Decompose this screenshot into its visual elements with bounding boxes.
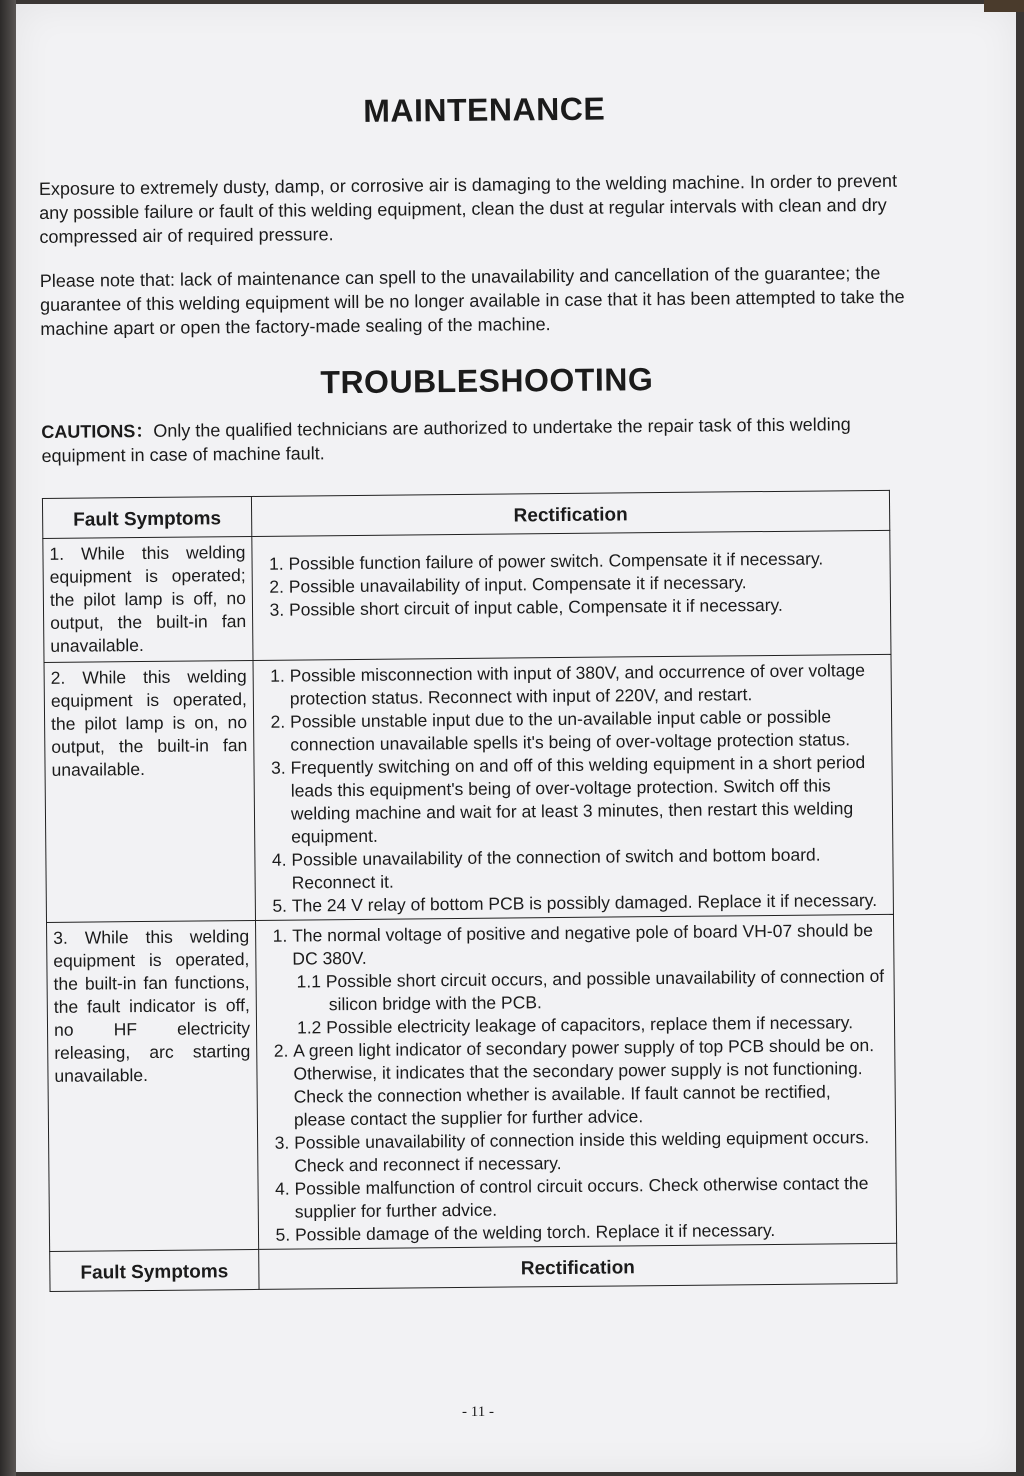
rectification-step: 5. The 24 V relay of bottom PCB is possibly damaged. Replace it if necessary.	[292, 889, 885, 918]
rectification-steps	[262, 919, 888, 1247]
maintenance-paragraph-2: Please note that: lack of maintenance can spell to the unavailability and cancellation of the guarantee; the guarantee of this welding equipment will be no longer available in case that it has been attempted to take the machine apart or open the factory-made sealing of the machine.	[39, 262, 905, 339]
header-fault-symptoms: Fault Symptoms	[42, 496, 251, 538]
rectification-step	[292, 919, 886, 1040]
table-row	[43, 530, 891, 662]
rectification-steps	[258, 547, 882, 622]
caution-note	[41, 411, 933, 468]
binding-shadow	[0, 0, 16, 1476]
rectification-sub-steps	[292, 965, 886, 1040]
footer-rectification: Rectification	[259, 1243, 897, 1289]
troubleshooting-title: TROUBLESHOOTING	[320, 361, 654, 401]
rectification-step: 3. Possible short circuit of input cable, Compensate it if necessary.	[289, 593, 882, 622]
fault-symptom: 2. While this welding equipment is operated, the pilot lamp is on, no output, the built-in fan unavailable.	[44, 660, 255, 922]
table-footer-row	[50, 1243, 897, 1291]
page-content	[38, 79, 942, 1292]
table-row	[47, 914, 897, 1251]
header-rectification: Rectification	[251, 490, 889, 536]
rectification-step: 1. Possible misconnection with input of 380V, and occurrence of over voltage protection status. Reconnect with input of 220V, and restart.	[290, 659, 883, 711]
footer-fault-symptoms: Fault Symptoms	[50, 1249, 259, 1291]
troubleshooting-table	[42, 490, 898, 1292]
maintenance-title: MAINTENANCE	[363, 90, 606, 129]
rectification-step: 4. Possible malfunction of control circuit occurs. Check otherwise contact the supplier for further advice.	[294, 1172, 887, 1224]
table-row	[44, 654, 893, 922]
rectification-step: 2. Possible unavailability of input. Compensate it if necessary.	[289, 570, 882, 599]
fault-symptom: 1. While this welding equipment is operated; the pilot lamp is off, no output, the built-in fan unavailable.	[43, 536, 253, 662]
rectification-step: 5. Possible damage of the welding torch. Replace it if necessary.	[295, 1218, 888, 1247]
caution-text: Only the qualified technicians are authorized to undertake the repair task of this welding equipment in case of machine fault.	[41, 414, 851, 466]
caution-label: CAUTIONS：	[41, 420, 154, 442]
rectification-step: 2. Possible unstable input due to the un-available input cable or possible connection unavailable spells it's being of over-voltage protection status.	[290, 705, 883, 757]
rectification-step-text: The normal voltage of positive and negative pole of board VH-07 should be DC 380V.	[292, 920, 874, 969]
rectification-step: 4. Possible unavailability of the connection of switch and bottom board. Reconnect it.	[291, 843, 884, 895]
rectification-sub-step: 1.2 Possible electricity leakage of capacitors, replace them if necessary.	[296, 1012, 854, 1038]
rectification-step: 3. Frequently switching on and off of this welding equipment in a short period leads this equipment's being of over-voltage protection. Switch off this welding machine and wait for at least 3 minutes, then restart this welding equipment.	[290, 751, 884, 849]
fault-symptom: 3. While this welding equipment is operated, the built-in fan functions, the fault indicator is off, no HF electricity releasing, arc starting unavailable.	[47, 920, 259, 1251]
background-corner	[984, 0, 1024, 12]
rectification-step: 2. A green light indicator of secondary power supply of top PCB should be on. Otherwise, it indicates that the secondary power supply is not functioning. Check the connection whether is available. If fault cannot be rectified, please contact the supplier for further advice.	[293, 1034, 887, 1132]
page-number: - 11 -	[462, 1404, 494, 1420]
rectification-cell	[256, 914, 897, 1249]
rectification-step: 3. Possible unavailability of connection inside this welding equipment occurs. Check and reconnect if necessary.	[294, 1126, 887, 1178]
rectification-step: 1. Possible function failure of power switch. Compensate it if necessary.	[288, 547, 881, 576]
maintenance-paragraph-1: Exposure to extremely dusty, damp, or corrosive air is damaging to the welding machine. In order to prevent any possible failure or fault of this welding equipment, clean the dust at regular intervals with clean and dry compressed air of required pressure.	[38, 170, 898, 247]
rectification-sub-step: 1.1 Possible short circuit occurs, and possible unavailability of connection of silicon bridge with the PCB.	[296, 965, 885, 1015]
rectification-steps	[260, 659, 885, 918]
rectification-cell	[252, 530, 891, 660]
rectification-cell	[253, 654, 893, 920]
